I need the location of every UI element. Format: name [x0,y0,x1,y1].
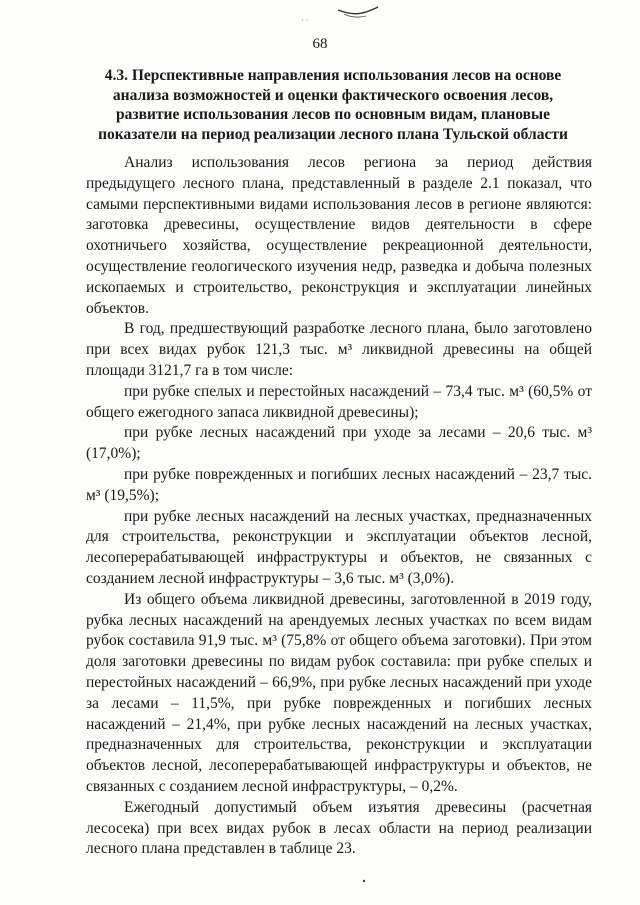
paragraph: при рубке спелых и перестойных насаждений – 73,4 тыс. м³ (60,5% от общего ежегодного запаса ликвидной древесины); [86,382,592,421]
paragraph: В год, предшествующий разработке лесного плана, было заготовлено при всех видах рубок 121,3 тыс. м³ ликвидной древесины на общей площади 3121,7 га в том числе: [86,320,592,379]
paragraph: при рубке лесных насаждений на лесных участках, предназначенных для строительства, реконструкции и эксплуатации объектов лесной, лесоперерабатывающей инфраструктуры и объектов, не связанных с созданием лесной инфраструктуры – 3,6 тыс. м³ (3,0%). [86,507,592,587]
scan-speck-icon [361,878,367,884]
body-text [86,153,592,860]
paragraph: Из общего объема ликвидной древесины, заготовленной в 2019 году, рубка лесных насаждений на арендуемых лесных участках по всем видам рубок составила 91,9 тыс. м³ (75,8% от общего объема заготовки). При этом доля заготовки древесины по видам рубок составила: при рубке спелых и перестойных насаждений – 66,9%, при рубке лесных насаждений при уходе за лесами – 11,5%, при рубке поврежденных и погибших лесных насаждений – 21,4%, при рубке лесных насаждений на лесных участках, предназначенных для строительства, реконструкции и эксплуатации объектов лесной, лесоперерабатывающей инфраструктуры и объектов, не связанных с созданием лесной инфраструктуры, – 0,2%. [86,590,592,795]
section-heading: 4.3. Перспективные направления использования лесов на основе анализа возможностей и оценки фактического освоения лесов, развитие использования лесов по основным видам, плановые показатели на период реализации лесного плана Тульской области [98,67,568,143]
paragraph: при рубке поврежденных и погибших лесных насаждений – 23,7 тыс. м³ (19,5%); [86,465,592,504]
paragraph: Ежегодный допустимый объем изъятия древесины (расчетная лесосека) при всех видах рубок в лесах области на период реализации лесного плана представлен в таблице 23. [86,798,592,858]
page-number: 68 [312,36,328,52]
paragraph: при рубке лесных насаждений при уходе за лесами – 20,6 тыс. м³ (17,0%); [86,424,592,463]
scan-speck-icon: · · [301,16,309,25]
paragraph: Анализ использования лесов региона за период действия предыдущего лесного плана, представленный в разделе 2.1 показал, что самыми перспективными видами использования лесов в регионе являются: заготовка древесины, осуществление видов деятельности в сфере охотничьего хозяйства, осуществление рекреационной деятельности, осуществление геологического изучения недр, разведка и добыча полезных ископаемых и строительство, реконструкция и эксплуатации линейных объектов. [86,154,592,317]
scan-ink-mark-icon [336,4,380,20]
